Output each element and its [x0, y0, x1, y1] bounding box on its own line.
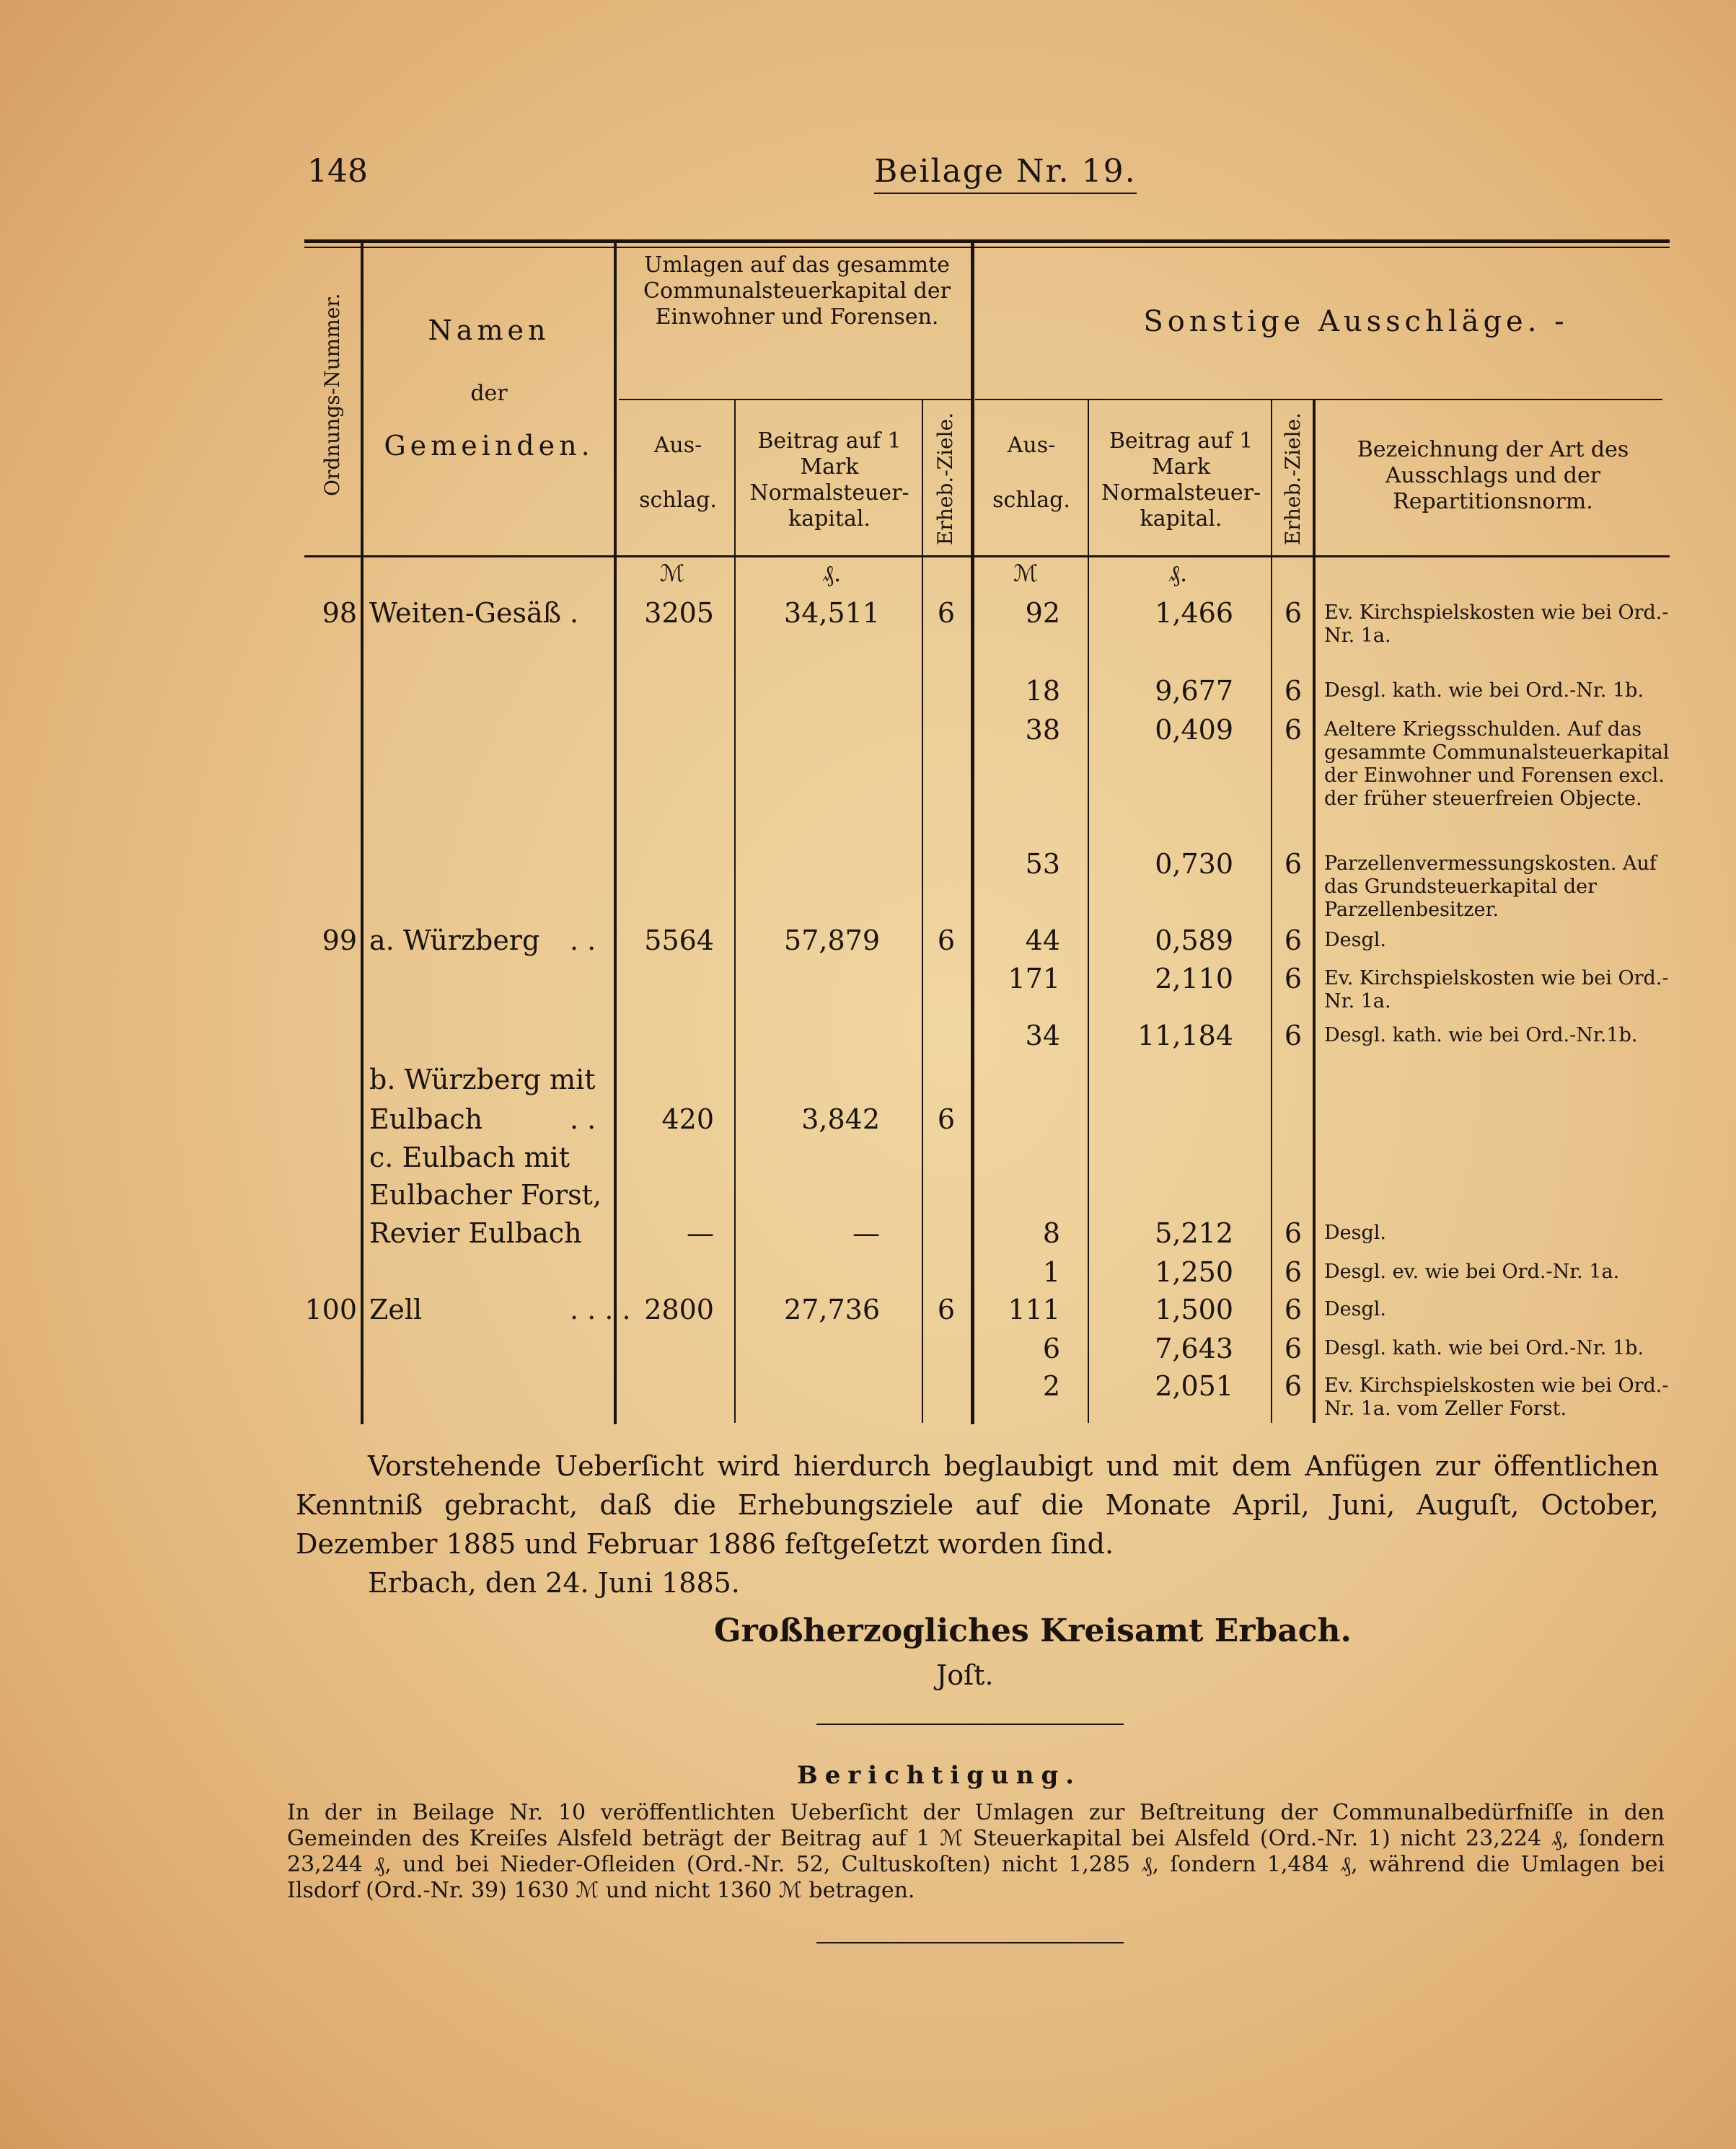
- col-divider-umlagen: [971, 242, 974, 1424]
- row-dots: . . . .: [570, 1294, 631, 1325]
- row-umlage-erheb: 6: [937, 597, 956, 629]
- row-sonstig-beitrag: 0,730: [1155, 848, 1233, 880]
- row-sonstig-erheb: 6: [1284, 1294, 1303, 1325]
- row-sonstig-beitrag: 2,051: [1155, 1370, 1233, 1402]
- row-umlage-ausschlag: 2800: [644, 1294, 714, 1325]
- row-umlage-beitrag: —: [852, 1217, 880, 1249]
- row-bezeichnung: Desgl.: [1324, 1222, 1386, 1244]
- header-umlagen: Umlagen auf das gesammte Communalsteuerkapital der Einwohner und Forensen.: [643, 252, 951, 330]
- table-top-rule: [304, 239, 1670, 243]
- col-divider-u-bei: [922, 399, 923, 1423]
- row-name: a. Würzberg: [369, 925, 540, 956]
- row-dots: .: [570, 597, 579, 629]
- page-number: 148: [307, 153, 368, 190]
- row-sonstig-beitrag: 1,250: [1155, 1256, 1233, 1288]
- row-sonstig-erheb: 6: [1284, 1020, 1303, 1051]
- row-sonstig-erheb: 6: [1284, 597, 1303, 629]
- header-bezeichnung: Bezeichnung der Art des Ausschlags und der Repartitionsnorm.: [1357, 437, 1629, 514]
- row-sonstig-ausschlag: 6: [1042, 1333, 1060, 1364]
- col-divider-s-aus: [1088, 399, 1089, 1423]
- row-sonstig-erheb: 6: [1284, 675, 1303, 707]
- row-umlage-ausschlag: 420: [661, 1103, 714, 1135]
- header-u-ausschlag-2: schlag.: [639, 487, 717, 513]
- col-divider-s-bei: [1271, 399, 1272, 1423]
- row-bezeichnung: Desgl. kath. wie bei Ord.-Nr.1b.: [1324, 1024, 1638, 1046]
- row-sonstig-beitrag: 1,500: [1155, 1294, 1233, 1325]
- row-sonstig-ausschlag: 53: [1025, 848, 1060, 880]
- row-umlage-beitrag: 34,511: [784, 597, 880, 629]
- row-sonstig-ausschlag: 34: [1025, 1020, 1060, 1051]
- header-s-erheb: Erheb.-Ziele.: [1281, 412, 1305, 546]
- col-divider-name: [614, 242, 617, 1424]
- row-sonstig-beitrag: 0,409: [1155, 714, 1233, 746]
- certification-place-date: Erbach, den 24. Juni 1885.: [368, 1567, 740, 1599]
- row-bezeichnung: Parzellenvermessungskosten. Auf das Grundsteuerkapital der Parzellenbesitzer.: [1324, 852, 1657, 921]
- row-sonstig-beitrag: 7,643: [1155, 1333, 1233, 1364]
- header-namen-3: Gemeinden.: [384, 430, 594, 462]
- row-sonstig-beitrag: 0,589: [1155, 925, 1233, 956]
- row-sonstig-beitrag: 2,110: [1155, 963, 1233, 994]
- row-umlage-beitrag: 27,736: [784, 1294, 880, 1325]
- row-umlage-erheb: 6: [937, 1103, 956, 1135]
- header-s-ausschlag-2: schlag.: [992, 487, 1070, 513]
- row-name: b. Würzberg mit: [369, 1064, 596, 1095]
- row-umlage-beitrag: 57,879: [784, 925, 880, 956]
- unit-mark-u: ℳ: [660, 560, 685, 587]
- sonstige-subrule: [975, 399, 1662, 400]
- row-name: Revier Eulbach: [369, 1217, 582, 1249]
- row-number: 98: [322, 597, 357, 629]
- signatory: Joſt.: [936, 1659, 994, 1691]
- row-sonstig-erheb: 6: [1284, 1333, 1303, 1364]
- row-name: c. Eulbach mit: [369, 1142, 570, 1173]
- row-dots: . .: [570, 925, 596, 956]
- row-umlage-erheb: 6: [937, 1294, 956, 1325]
- certification-text: Vorstehende Ueberſicht wird hierdurch beglaubigt und mit dem Anfügen zur öffentlichen Kenntniß gebracht, daß die Erhebungsziele auf die Monate April, Juni, Auguſt, October, Dezember 1885 und Februar 1886 feſtgeſetzt worden ſind.: [296, 1450, 1659, 1560]
- table-top-rule-thin: [304, 247, 1670, 248]
- correction-title: Berichtigung.: [797, 1761, 1082, 1790]
- row-bezeichnung: Ev. Kirchspielskosten wie bei Ord.-Nr. 1a. vom Zeller Forst.: [1324, 1374, 1669, 1420]
- row-sonstig-erheb: 6: [1284, 848, 1303, 880]
- row-sonstig-erheb: 6: [1284, 714, 1303, 746]
- row-name: Eulbacher Forst,: [369, 1179, 602, 1211]
- row-dots: . .: [570, 1103, 596, 1135]
- correction-text: In der in Beilage Nr. 10 veröffentlichten Ueberſicht der Umlagen zur Beſtreitung der Communalbedürfniſſe in den Gemeinden des Kreiſes Alsfeld beträgt der Beitrag auf 1 ℳ Steuerkapital bei Alsfeld (Ord.-Nr. 1) nicht 23,224 ₰, ſondern 23,244 ₰, und bei Nieder-Ofleiden (Ord.-Nr. 52, Cultuskoſten) nicht 1,285 ₰, ſondern 1,484 ₰, während die Umlagen bei Ilsdorf (Ord.-Nr. 39) 1630 ℳ und nicht 1360 ℳ betragen.: [287, 1800, 1665, 1903]
- row-sonstig-erheb: 6: [1284, 963, 1303, 994]
- row-umlage-ausschlag: 5564: [644, 925, 714, 956]
- unit-mark-s: ℳ: [1013, 560, 1039, 587]
- row-umlage-ausschlag: 3205: [644, 597, 714, 629]
- row-sonstig-erheb: 6: [1284, 1217, 1303, 1249]
- row-bezeichnung: Desgl. ev. wie bei Ord.-Nr. 1a.: [1324, 1261, 1620, 1283]
- row-name: Eulbach: [369, 1103, 483, 1135]
- row-name: Zell: [369, 1294, 423, 1325]
- row-sonstig-ausschlag: 44: [1025, 925, 1060, 956]
- row-sonstig-ausschlag: 111: [1008, 1294, 1060, 1325]
- header-u-beitrag: Beitrag auf 1 Mark Normalsteuer-kapital.: [749, 428, 909, 531]
- row-umlage-erheb: 6: [937, 925, 956, 956]
- row-sonstig-ausschlag: 1: [1042, 1256, 1060, 1288]
- row-sonstig-beitrag: 5,212: [1155, 1217, 1233, 1249]
- running-title: Beilage Nr. 19.: [874, 153, 1137, 194]
- row-sonstig-ausschlag: 38: [1025, 714, 1060, 746]
- row-bezeichnung: Aeltere Kriegsschulden. Auf das gesammte Communalsteuerkapital der Einwohner und Forensen excl. der früher steuerfreien Objecte.: [1324, 718, 1670, 810]
- row-sonstig-beitrag: 9,677: [1155, 675, 1233, 707]
- col-divider-s-erh: [1313, 399, 1316, 1423]
- separator-rule: [816, 1724, 1124, 1725]
- row-bezeichnung: Desgl.: [1324, 1298, 1386, 1320]
- header-u-ausschlag-1: Aus-: [653, 433, 702, 458]
- unit-pf-s: ₰.: [1168, 560, 1188, 587]
- row-sonstig-erheb: 6: [1284, 1256, 1303, 1288]
- row-bezeichnung: Desgl. kath. wie bei Ord.-Nr. 1b.: [1324, 679, 1644, 702]
- header-s-beitrag: Beitrag auf 1 Mark Normalsteuer-kapital.: [1101, 428, 1261, 531]
- row-name: Weiten-Gesäß: [369, 597, 562, 629]
- col-divider-u-aus: [734, 399, 736, 1423]
- col-divider-nr: [361, 242, 363, 1424]
- row-sonstig-ausschlag: 8: [1042, 1217, 1060, 1249]
- row-number: 99: [322, 925, 357, 956]
- header-s-ausschlag-1: Aus-: [1007, 433, 1056, 458]
- umlagen-subrule: [619, 399, 972, 400]
- row-sonstig-erheb: 6: [1284, 1370, 1303, 1402]
- bottom-rule: [816, 1942, 1124, 1943]
- row-sonstig-beitrag: 11,184: [1137, 1020, 1233, 1051]
- row-bezeichnung: Ev. Kirchspielskosten wie bei Ord.-Nr. 1a.: [1324, 967, 1669, 1012]
- row-bezeichnung: Desgl. kath. wie bei Ord.-Nr. 1b.: [1324, 1337, 1644, 1359]
- authority: Großherzogliches Kreisamt Erbach.: [714, 1612, 1352, 1649]
- row-sonstig-beitrag: 1,466: [1155, 597, 1233, 629]
- row-bezeichnung: Ev. Kirchspielskosten wie bei Ord.-Nr. 1a.: [1324, 601, 1669, 647]
- header-sonstige: Sonstige Ausschläge. -: [1143, 305, 1569, 338]
- row-umlage-ausschlag: —: [687, 1217, 714, 1249]
- row-sonstig-erheb: 6: [1284, 925, 1303, 956]
- header-namen-1: Namen: [428, 314, 550, 346]
- row-sonstig-ausschlag: 171: [1008, 963, 1060, 994]
- row-bezeichnung: Desgl.: [1324, 929, 1386, 951]
- header-ordnungsnummer: Ordnungs-Nummer.: [320, 293, 344, 496]
- row-sonstig-ausschlag: 2: [1042, 1370, 1060, 1402]
- header-bottom-rule: [304, 555, 1670, 557]
- header-namen-2: der: [470, 381, 508, 406]
- row-number: 100: [304, 1294, 357, 1325]
- row-umlage-beitrag: 3,842: [801, 1103, 880, 1135]
- unit-pf-u: ₰.: [822, 560, 842, 587]
- header-u-erheb: Erheb.-Ziele.: [933, 412, 957, 546]
- row-sonstig-ausschlag: 18: [1025, 675, 1060, 707]
- row-sonstig-ausschlag: 92: [1025, 597, 1060, 629]
